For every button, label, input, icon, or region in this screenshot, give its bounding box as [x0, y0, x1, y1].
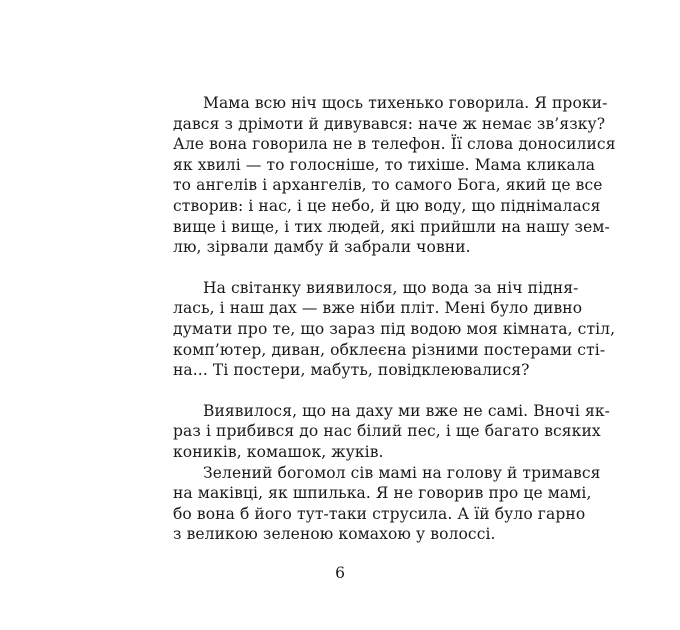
paragraph-2-line-4: комп’ютер, диван, обклеєна різними постерами сті- — [173, 340, 606, 359]
paragraph-1-line-3: Але вона говорила не в телефон. Її слова доносилися — [173, 135, 616, 154]
paragraph-1-line-5: то ангелів і архангелів, то самого Бога, який це все — [173, 176, 603, 195]
paragraph-4-line-1: Зелений богомол сів мамі на голову й тримався — [203, 463, 601, 482]
paragraph-4-line-4: з великою зеленою комахою у волоссі. — [173, 525, 496, 544]
paragraph-3-line-3: коників, комашок, жуків. — [173, 443, 384, 461]
paragraph-1-line-7: вище і вище, і тих людей, які прийшли на нашу зем- — [173, 217, 610, 236]
paragraph-3-line-2: раз і прибився до нас білий пес, і ще багато всяких — [173, 422, 601, 441]
paragraph-4-line-3: бо вона б його тут-таки струсила. А їй було гарно — [173, 504, 586, 523]
paragraph-1-line-1: Мама всю ніч щось тихенько говорила. Я проки- — [203, 94, 608, 112]
paragraph-2-line-3: думати про те, що зараз під водою моя кімната, стіл, — [173, 320, 616, 338]
paragraph-3-line-1: Виявилося, що на даху ми вже не самі. Вночі як- — [203, 401, 610, 420]
paragraph-1-line-2: дався з дрімоти й дивувався: наче ж немає зв’язку? — [173, 114, 606, 133]
paragraph-2-line-1: На світанку виявилося, що вода за ніч підня- — [203, 278, 579, 297]
paragraph-1-line-4: як хвилі — то голосніше, то тихіше. Мама кликала — [173, 155, 596, 174]
paragraph-1-line-6: створив: і нас, і це небо, й цю воду, що піднімалася — [173, 197, 601, 215]
page-number: 6 — [335, 564, 345, 582]
paragraph-2-line-5: на... Ті постери, мабуть, повідклеювалися? — [173, 361, 530, 380]
paragraph-1-line-8: лю, зірвали дамбу й забрали човни. — [173, 238, 471, 257]
paragraph-4-line-2: на маківці, як шпилька. Я не говорив про це мамі, — [173, 484, 592, 503]
paragraph-2-line-2: лась, і наш дах — вже ніби пліт. Мені було дивно — [173, 299, 583, 318]
